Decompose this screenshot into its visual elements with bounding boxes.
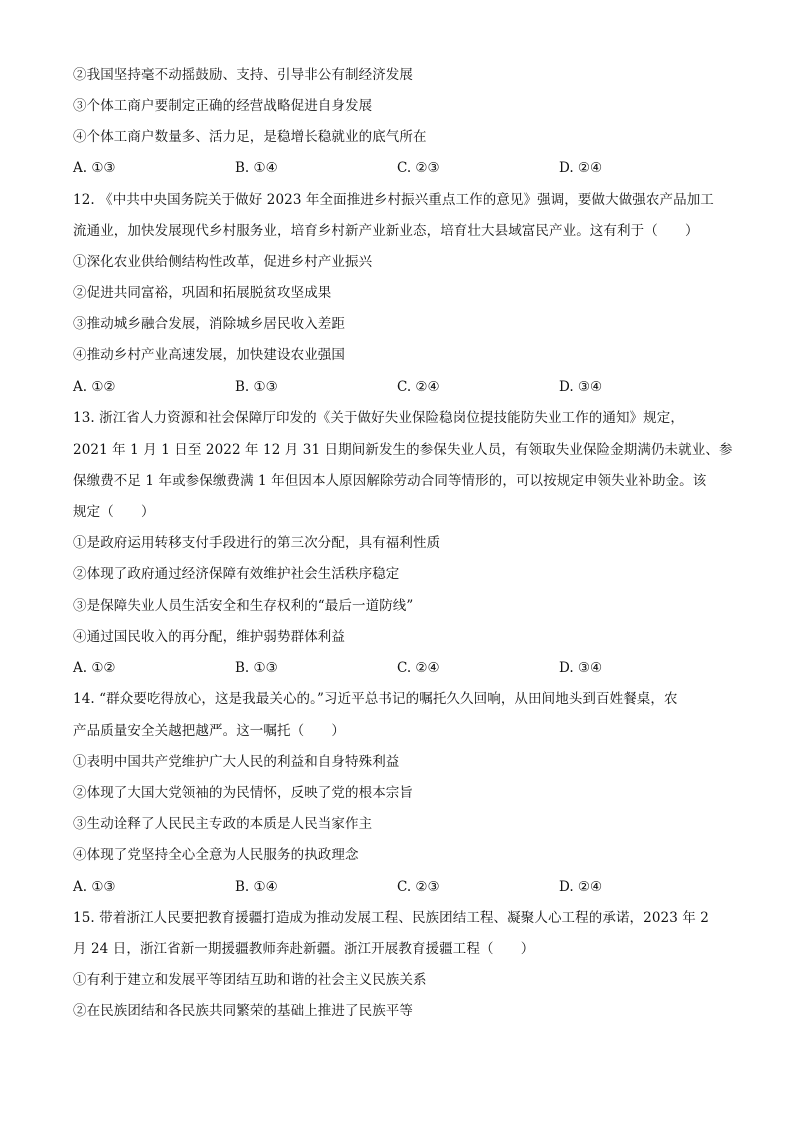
q13-option-c: C. ②④ xyxy=(397,660,440,676)
q13-stem-line-3: 保缴费不足 1 年或参保缴费满 1 年但因本人原因解除劳动合同等情形的，可以按规定申领失业补助金。该 xyxy=(73,473,707,489)
q14-statement-1: ①表明中国共产党维护广大人民的利益和自身特殊利益 xyxy=(73,754,400,770)
q12-statement-3: ③推动城乡融合发展，消除城乡居民收入差距 xyxy=(73,316,345,332)
q12-statement-2: ②促进共同富裕，巩固和拓展脱贫攻坚成果 xyxy=(73,285,332,301)
q13-statement-1: ①是政府运用转移支付手段进行的第三次分配，具有福利性质 xyxy=(73,535,441,551)
q11-statement-4: ④个体工商户数量多、活力足，是稳增长稳就业的底气所在 xyxy=(73,129,427,145)
q15-stem-line-1: 15. 带着浙江人民要把教育援疆打造成为推动发展工程、民族团结工程、凝聚人心工程的承诺，2023 年 2 xyxy=(73,910,709,926)
q12-option-a: A. ①② xyxy=(73,379,116,395)
q12-stem-line-1: 12. 《中共中央国务院关于做好 2023 年全面推进乡村振兴重点工作的意见》强调，要做大做强农产品加工 xyxy=(73,192,714,208)
q15-statement-1: ①有利于建立和发展平等团结互助和谐的社会主义民族关系 xyxy=(73,972,427,988)
q13-options xyxy=(73,658,713,678)
q11-statement-2: ②我国坚持毫不动摇鼓励、支持、引导非公有制经济发展 xyxy=(73,67,413,83)
q12-option-b: B. ①③ xyxy=(235,379,278,395)
q14-statement-2: ②体现了大国大党领袖的为民情怀，反映了党的根本宗旨 xyxy=(73,785,413,801)
q13-option-a: A. ①② xyxy=(73,660,116,676)
q14-options xyxy=(73,877,713,897)
q11-option-c: C. ②③ xyxy=(397,160,440,176)
q14-option-a: A. ①③ xyxy=(73,879,116,895)
q11-option-d: D. ②④ xyxy=(559,160,603,176)
q14-option-c: C. ②③ xyxy=(397,879,440,895)
q14-statement-3: ③生动诠释了人民民主专政的本质是人民当家作主 xyxy=(73,816,373,832)
q14-option-b: B. ①④ xyxy=(235,879,278,895)
q13-stem-line-2: 2021 年 1 月 1 日至 2022 年 12 月 31 日期间新发生的参保失业人员，有领取失业保险金期满仍未就业、参 xyxy=(73,442,733,458)
q11-options xyxy=(73,158,713,178)
q13-stem-line-4: 规定（ ） xyxy=(73,504,155,520)
q11-statement-3: ③个体工商户要制定正确的经营战略促进自身发展 xyxy=(73,98,373,114)
q13-option-d: D. ③④ xyxy=(559,660,603,676)
q12-statement-4: ④推动乡村产业高速发展，加快建设农业强国 xyxy=(73,347,345,363)
q15-statement-2: ②在民族团结和各民族共同繁荣的基础上推进了民族平等 xyxy=(73,1003,413,1019)
q13-stem-line-1: 13. 浙江省人力资源和社会保障厅印发的《关于做好失业保险稳岗位提技能防失业工作的通知》规定， xyxy=(73,410,684,426)
q12-option-d: D. ③④ xyxy=(559,379,603,395)
q12-option-c: C. ②④ xyxy=(397,379,440,395)
q11-option-b: B. ①④ xyxy=(235,160,278,176)
q11-option-a: A. ①③ xyxy=(73,160,116,176)
q12-stem-line-2: 流通业，加快发展现代乡村服务业，培育乡村新产业新业态，培育壮大县域富民产业。这有利于（ ） xyxy=(73,223,699,239)
q14-statement-4: ④体现了党坚持全心全意为人民服务的执政理念 xyxy=(73,847,359,863)
q13-statement-3: ③是保障失业人员生活安全和生存权利的“最后一道防线” xyxy=(73,598,414,614)
q13-statement-2: ②体现了政府通过经济保障有效维护社会生活秩序稳定 xyxy=(73,566,400,582)
q14-option-d: D. ②④ xyxy=(559,879,603,895)
q15-stem-line-2: 月 24 日，浙江省新一期援疆教师奔赴新疆。浙江开展教育援疆工程（ ） xyxy=(73,941,535,957)
q12-statement-1: ①深化农业供给侧结构性改革，促进乡村产业振兴 xyxy=(73,254,373,270)
q14-stem-line-2: 产品质量安全关越把越严。这一嘱托（ ） xyxy=(73,723,345,739)
q12-options xyxy=(73,377,713,397)
q14-stem-line-1: 14. “群众要吃得放心，这是我最关心的。”习近平总书记的嘱托久久回响，从田间地头到百姓餐桌，农 xyxy=(73,691,678,707)
q13-option-b: B. ①③ xyxy=(235,660,278,676)
q13-statement-4: ④通过国民收入的再分配，维护弱势群体利益 xyxy=(73,629,345,645)
